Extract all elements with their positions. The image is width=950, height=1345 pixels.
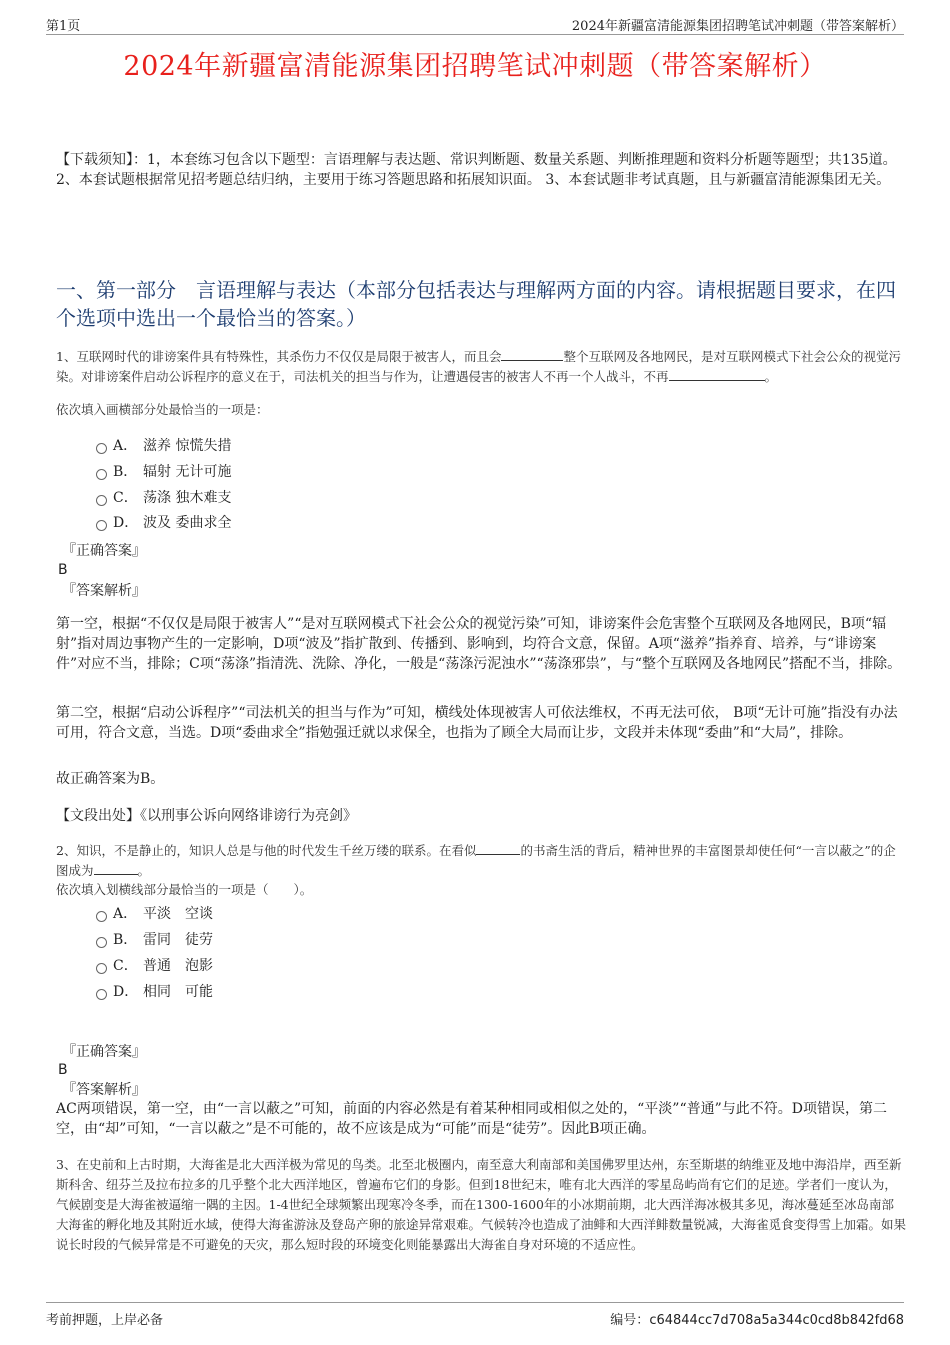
- question-1-prompt: 依次填入画横部分处最恰当的一项是：: [56, 402, 269, 417]
- q2-analysis: AC两项错误，第一空，由“一言以蔽之”可知，前面的内容必然是有着某种相同或相似之处的，“平淡”“普通”与此不符。D项错误，第二空，由“却”可知，“一言以蔽之”是不可能的，故不应该是成为“可能”而是“徒劳”。因此B项正确。: [56, 1101, 887, 1137]
- page-header: [46, 14, 904, 35]
- q2-answer: B: [58, 1062, 68, 1078]
- radio-icon[interactable]: [96, 937, 107, 948]
- q1-analysis-conclusion: 故正确答案为B。: [56, 771, 165, 787]
- q1-source: 【文段出处】《以刑事公诉向网络诽谤行为亮剑》: [56, 808, 357, 824]
- section-heading: 一、第一部分 言语理解与表达（本部分包括表达与理解两方面的内容。请根据题目要求，在四个选项中选出一个最恰当的答案。）: [56, 278, 896, 330]
- q1-option-c[interactable]: C． 荡涤 独木难支: [96, 488, 231, 508]
- header-doc-title: 2024年新疆富清能源集团招聘笔试冲刺题（带答案解析）: [571, 19, 904, 34]
- q1-option-d[interactable]: D． 波及 委曲求全: [96, 513, 231, 533]
- blank-2: [94, 874, 138, 875]
- footer-slogan: 考前押题，上岸必备: [46, 1313, 164, 1328]
- radio-icon[interactable]: [96, 989, 107, 1000]
- q2-option-d[interactable]: D． 相同 可能: [96, 982, 213, 1002]
- radio-icon[interactable]: [96, 963, 107, 974]
- blank-1: [476, 854, 520, 855]
- q1-answer: B: [58, 562, 68, 578]
- blank-1: [501, 360, 563, 361]
- radio-icon[interactable]: [96, 469, 107, 480]
- page-footer: [46, 1302, 904, 1327]
- q2-answer-label: 『正确答案』: [62, 1044, 146, 1060]
- q1-analysis-paragraph-2: 第二空，根据“启动公诉程序”“司法机关的担当与作为”可知，横线处体现被害人可依法维权，不再无法可依， B项“无计可施”指没有办法可用，符合文意，当选。D项“委曲求全”指勉强迁就以求保全，也指为了顾全大局而让步，文段并未体现“委曲”和“大局”，排除。: [56, 705, 898, 741]
- footer-code: 编号：c64844cc7d708a5a344c0cd8b842fd68: [610, 1313, 904, 1328]
- q1-analysis-label: 『答案解析』: [62, 583, 146, 599]
- q1-answer-label: 『正确答案』: [62, 543, 146, 559]
- q1-option-b[interactable]: B． 辐射 无计可施: [96, 462, 231, 482]
- page-number: 第1页: [46, 19, 81, 34]
- question-2-text: 2、知识，不是静止的，知识人总是与他的时代发生千丝万缕的联系。在看似 的书斋生活的背后，精神世界的丰富图景却使任何“一言以蔽之”的企图成为 。: [56, 843, 896, 878]
- page-title: 2024年新疆富清能源集团招聘笔试冲刺题（带答案解析）: [123, 51, 827, 82]
- question-1-text: 1、互联网时代的诽谤案件具有特殊性，其杀伤力不仅仅是局限于被害人，而且会 整个互联网及各地网民，是对互联网模式下社会公众的视觉污染。对诽谤案件启动公诉程序的意义在于，司法机关的担当与作为，让遭遇侵害的被害人不再一个人战斗，不再 。: [56, 349, 901, 384]
- q2-option-c[interactable]: C． 普通 泡影: [96, 956, 213, 976]
- question-3-text: 3、在史前和上古时期，大海雀是北大西洋极为常见的鸟类。北至北极圈内，南至意大利南部和美国佛罗里达州，东至斯堪的纳维亚及地中海沿岸，西至新斯科舍、纽芬兰及拉布拉多的几乎整个北大西洋地区，曾遍布它们的身影。但到18世纪末，唯有北大西洋的零星岛屿尚有它们的足迹。学者们一度认为，气候剧变是大海雀被逼缩一隅的主因。1-4世纪全球频繁出现寒冷冬季，而在1300-1600年的小冰期前期，北大西洋海冰极其多见，海冰蔓延至冰岛南部大海雀的孵化地及其附近水域，使得大海雀游泳及登岛产卵的旅途异常艰难。气候转冷也造成了油鲱和大西洋鲱数量锐减，大海雀觅食变得雪上加霜。如果说长时段的气候异常是不可避免的天灾，那么短时段的环境变化则能暴露出大海雀自身对环境的不适应性。: [56, 1157, 907, 1252]
- radio-icon[interactable]: [96, 495, 107, 506]
- blank-2: [669, 380, 765, 381]
- radio-icon[interactable]: [96, 520, 107, 531]
- q2-option-b[interactable]: B． 雷同 徒劳: [96, 930, 213, 950]
- q2-analysis-label: 『答案解析』: [62, 1082, 146, 1098]
- q1-option-a[interactable]: A． 滋养 惊慌失措: [96, 436, 231, 456]
- q1-analysis-paragraph-1: 第一空，根据“不仅仅是局限于被害人”“是对互联网模式下社会公众的视觉污染”可知，诽谤案件会危害整个互联网及各地网民，B项“辐射”指对周边事物产生的一定影响，D项“波及”指扩散到、传播到、影响到，均符合文意，保留。A项“滋养”指养育、培养，与“诽谤案件”对应不当，排除；C项“荡涤”指清洗、洗除、净化，一般是“荡涤污泥浊水”“荡涤邪祟”，与“整个互联网及各地网民”搭配不当，排除。: [56, 616, 902, 672]
- download-notice: 【下载须知】：1，本套练习包含以下题型：言语理解与表达题、常识判断题、数量关系题、判断推理题和资料分析题等题型；共135道。 2、本套试题根据常见招考题总结归纳，主要用于练习答题思路和拓展知识面。 3、本套试题非考试真题，且与新疆富清能源集团无关。: [56, 152, 897, 188]
- radio-icon[interactable]: [96, 911, 107, 922]
- q2-option-a[interactable]: A． 平淡 空谈: [96, 904, 213, 924]
- question-2-prompt: 依次填入划横线部分最恰当的一项是（ ）。: [56, 882, 313, 897]
- radio-icon[interactable]: [96, 443, 107, 454]
